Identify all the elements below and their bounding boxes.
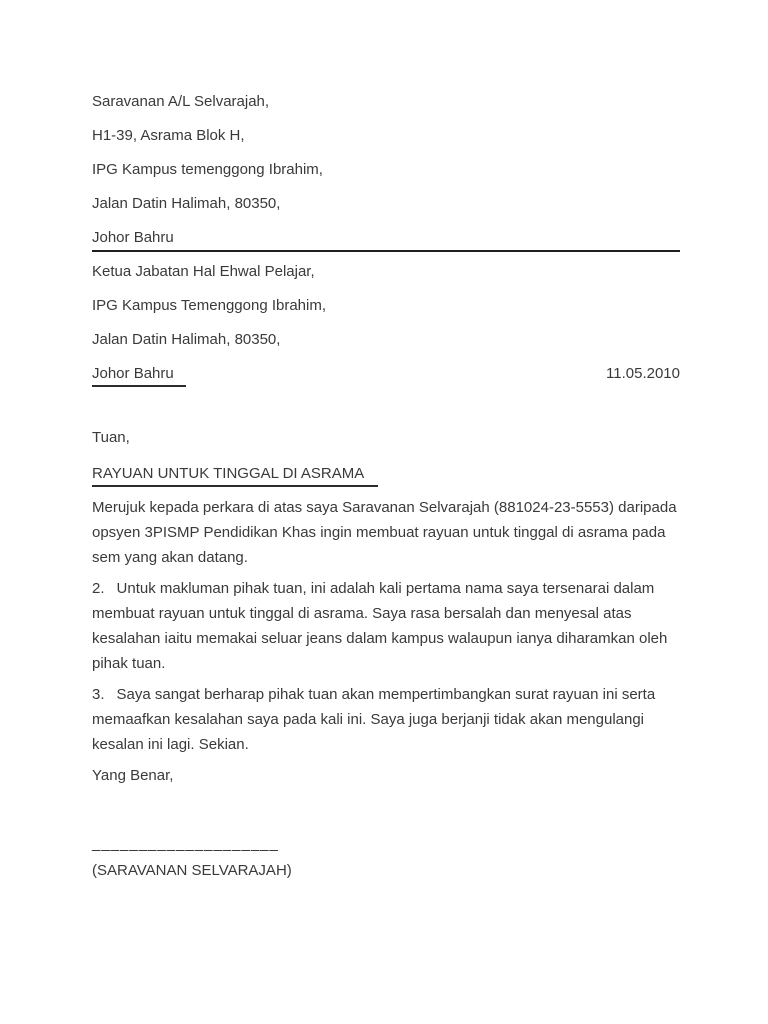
signature-line: ____________________ (92, 835, 279, 852)
recipient-address-line: Ketua Jabatan Hal Ehwal Pelajar, (92, 263, 315, 280)
paragraph-3 (92, 682, 680, 757)
recipient-city: Johor Bahru (92, 366, 186, 387)
subject-line (92, 465, 680, 487)
sender-address-line: Saravanan A/L Selvarajah, (92, 93, 270, 110)
signature-name: (SARAVANAN SELVARAJAH) (92, 862, 292, 879)
paragraph-2 (92, 576, 680, 676)
letter-content (92, 94, 680, 879)
sender-address-line: IPG Kampus temenggong Ibrahim, (92, 161, 323, 178)
recipient-address-line: Jalan Datin Halimah, 80350, (92, 331, 281, 348)
sender-address-line: Johor Bahru (92, 229, 174, 246)
salutation: Tuan, (92, 429, 130, 446)
recipient-address (92, 264, 680, 387)
sender-address (92, 94, 680, 246)
sender-address-line: Jalan Datin Halimah, 80350, (92, 195, 281, 212)
letter-date: 11.05.2010 (606, 365, 680, 382)
subject-text: RAYUAN UNTUK TINGGAL DI ASRAMA (92, 466, 378, 487)
paragraph-2-number: 2. (92, 580, 105, 597)
paragraph-3-text: Saya sangat berharap pihak tuan akan mempertimbangkan surat rayuan ini serta memaafkan kesalahan saya pada kali ini. Saya juga berjanji tidak akan mengulangi kesalan ini lagi. Sekian. (92, 686, 656, 753)
sender-address-line: H1-39, Asrama Blok H, (92, 127, 245, 144)
paragraph-2-text: Untuk makluman pihak tuan, ini adalah kali pertama nama saya tersenarai dalam membuat rayuan untuk tinggal di asrama. Saya rasa bersalah dan menyesal atas kesalahan iaitu memakai seluar jeans dalam kampus walaupun ianya diharamkan oleh pihak tuan. (92, 580, 668, 672)
paragraph-3-number: 3. (92, 686, 105, 703)
recipient-address-line: IPG Kampus Temenggong Ibrahim, (92, 297, 327, 314)
paragraph-1: Merujuk kepada perkara di atas saya Saravanan Selvarajah (881024-23-5553) daripada opsyen 3PISMP Pendidikan Khas ingin membuat rayuan untuk tinggal di asrama pada sem yang akan datang. (92, 499, 677, 566)
address-divider-line (92, 250, 680, 252)
closing: Yang Benar, (92, 767, 174, 784)
city-date-row (92, 366, 680, 387)
